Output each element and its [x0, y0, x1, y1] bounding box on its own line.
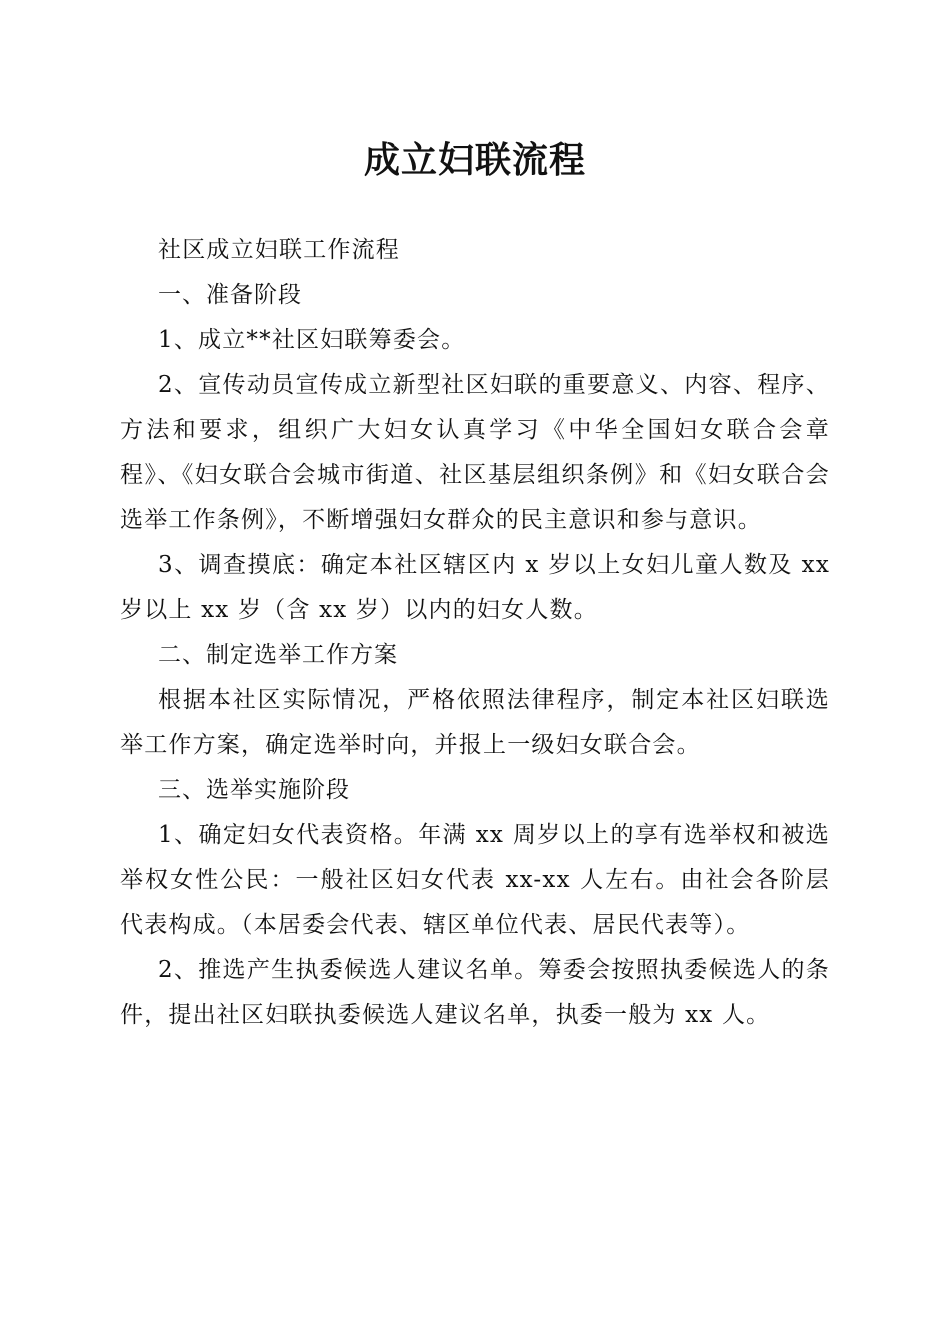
section-heading-plan: 二、制定选举工作方案: [158, 642, 398, 668]
section-heading-election: 三、选举实施阶段: [158, 777, 350, 803]
paragraph: 1、成立**社区妇联筹委会。: [158, 327, 466, 353]
section-heading-preparation: 一、准备阶段: [158, 282, 302, 308]
paragraph: 1、确定妇女代表资格。年满 xx 周岁以上的享有选举权和被选举权女性公民：一般社区妇女代表 xx-xx 人左右。由社会各阶层代表构成。（本居委会代表、辖区单位代表、居民代表等）。: [120, 822, 830, 938]
document-title: 成立妇联流程: [363, 139, 586, 181]
paragraph: 2、推选产生执委候选人建议名单。筹委会按照执委候选人的条件，提出社区妇联执委候选人建议名单，执委一般为 xx 人。: [120, 957, 830, 1028]
intro-line: 社区成立妇联工作流程: [158, 237, 400, 263]
paragraph: 2、宣传动员宣传成立新型社区妇联的重要意义、内容、程序、方法和要求，组织广大妇女认真学习《中华全国妇女联合会章程》、《妇女联合会城市街道、社区基层组织条例》和《妇女联合会选举工作条例》，不断增强妇女群众的民主意识和参与意识。: [120, 372, 830, 533]
document-body: [120, 228, 830, 1038]
paragraph: 3、调查摸底：确定本社区辖区内 x 岁以上女妇儿童人数及 xx 岁以上 xx 岁（含 xx 岁）以内的妇女人数。: [120, 552, 830, 623]
paragraph: 根据本社区实际情况，严格依照法律程序，制定本社区妇联选举工作方案，确定选举时向，并报上一级妇女联合会。: [120, 687, 830, 758]
